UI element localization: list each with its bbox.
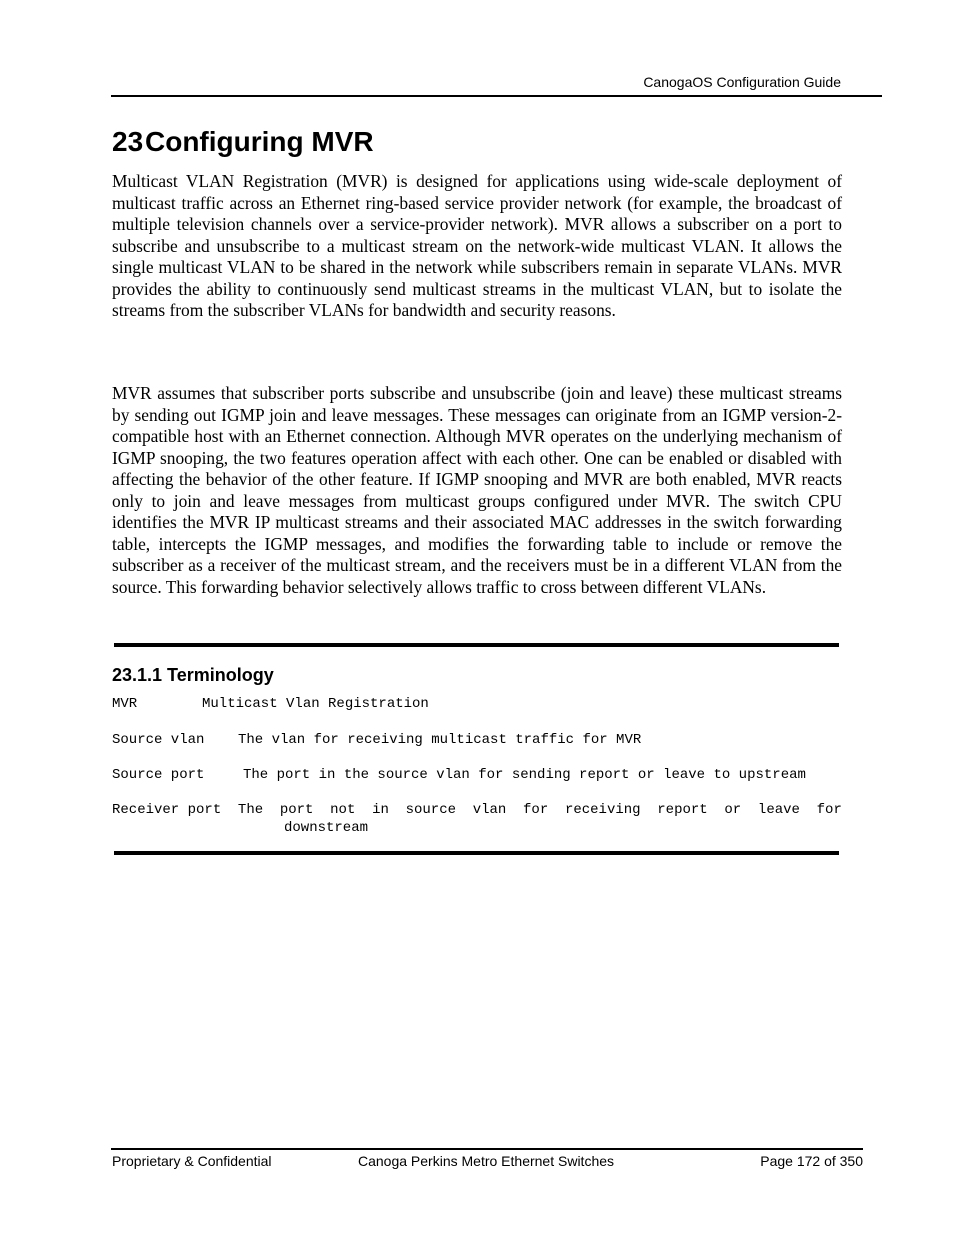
footer-confidential: Proprietary & Confidential — [112, 1153, 272, 1169]
term-name: Receiver port — [112, 802, 222, 818]
chapter-title: Configuring MVR — [145, 126, 374, 157]
term-word: source — [405, 802, 457, 818]
term-row — [112, 801, 842, 837]
term-word: or — [724, 802, 742, 818]
footer-product: Canoga Perkins Metro Ethernet Switches — [358, 1153, 615, 1169]
chapter-heading — [112, 126, 374, 158]
term-word: port — [279, 802, 314, 818]
term-definition: The port in the source vlan for sending report or leave to upstream — [243, 767, 806, 783]
header-divider — [111, 95, 882, 97]
term-definition: Multicast Vlan Registration — [202, 696, 429, 712]
section-heading: 23.1.1 Terminology — [112, 665, 274, 685]
chapter-number: 23 — [112, 126, 144, 157]
term-name: Source vlan — [112, 732, 205, 748]
term-row — [112, 695, 842, 713]
term-name: MVR — [112, 696, 138, 712]
footer-divider — [111, 1148, 863, 1150]
term-word: for — [816, 802, 842, 818]
term-word: report — [657, 802, 708, 818]
term-name: Source port — [112, 767, 205, 783]
term-word: in — [372, 802, 389, 818]
section-top-divider — [114, 643, 839, 647]
document-title: CanogaOS Configuration Guide — [643, 74, 841, 90]
term-word: receiving — [564, 802, 641, 818]
term-definition-continuation: downstream — [284, 820, 369, 836]
intro-paragraph: Multicast VLAN Registration (MVR) is designed for applications using wide-scale deployment of multicast traffic across an Ethernet ring-based service provider network (for example, the broadcast of multiple television channels over a service-provider network). MVR allows a subscriber on a port to subscribe and unsubscribe to a multicast stream on the network-wide multicast VLAN. It allows the single multicast VLAN to be shared in the network while subscribers remain in separate VLANs. MVR provides the ability to continuously send multicast streams in the multicast VLAN, but to isolate the streams from the subscriber VLANs for bandwidth and security reasons. — [112, 171, 842, 320]
term-word: leave — [757, 802, 800, 818]
term-word: vlan — [472, 802, 507, 818]
term-row — [112, 766, 842, 784]
term-row — [112, 731, 842, 749]
term-word: not — [330, 802, 356, 818]
term-word: The — [237, 802, 264, 818]
section-bottom-divider — [114, 851, 839, 855]
term-definition: The vlan for receiving multicast traffic for MVR — [238, 732, 642, 748]
term-word: for — [523, 802, 549, 818]
term-line — [112, 801, 842, 819]
footer-page-number: Page 172 of 350 — [760, 1153, 863, 1169]
mvr-paragraph: MVR assumes that subscriber ports subscribe and unsubscribe (join and leave) these multicast streams by sending out IGMP join and leave messages. These messages can originate from an IGMP version-2-compatible host with an Ethernet connection. Although MVR operates on the underlying mechanism of IGMP snooping, the two features operation affect with each other. One can be enabled or disabled with affecting the behavior of the other feature. If IGMP snooping and MVR are both enabled, MVR reacts only to join and leave messages from multicast groups configured under MVR. The switch CPU identifies the MVR IP multicast streams and their associated MAC addresses in the switch forwarding table, intercepts the IGMP messages, and modifies the forwarding table to include or remove the subscriber as a receiver of the multicast stream, and the receivers must be in a different VLAN from the source. This forwarding behavior selectively allows traffic to cross between different VLANs. — [112, 383, 842, 597]
